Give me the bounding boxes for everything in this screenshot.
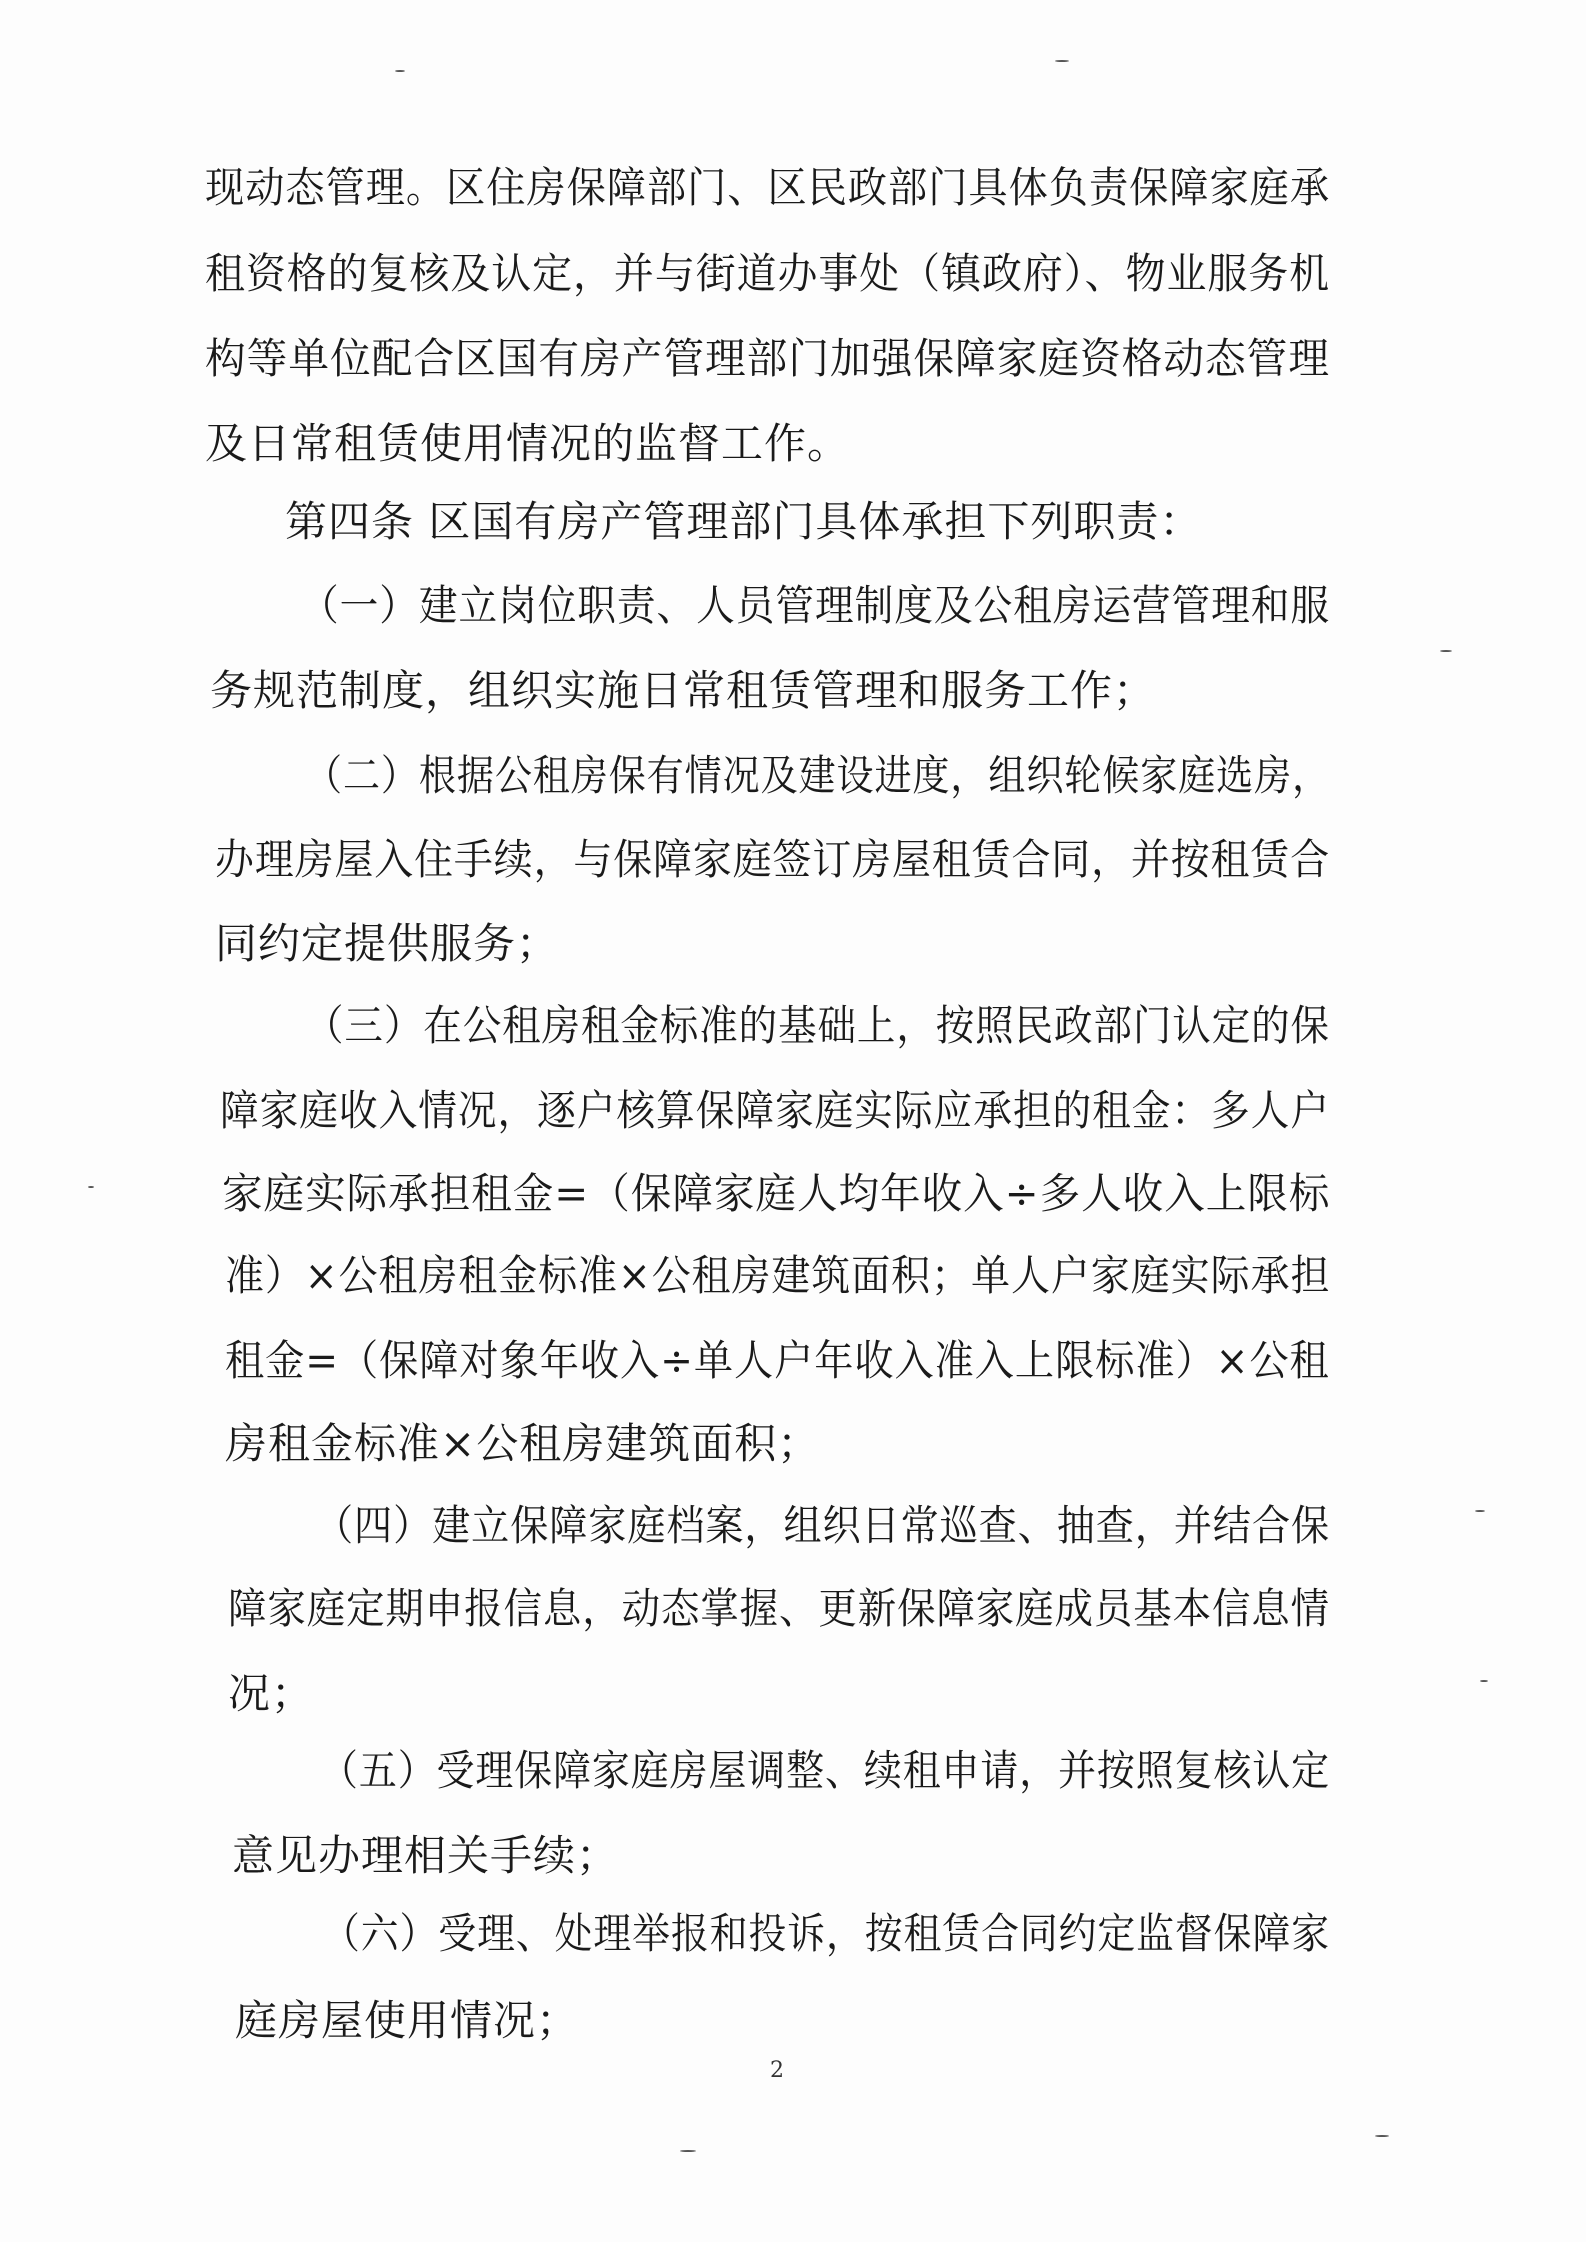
scan-speck <box>1440 650 1452 652</box>
text-line: 准）×公租房租金标准×公租房建筑面积；单人户家庭实际承担 <box>225 1251 1331 1300</box>
text-line: 租金=（保障对象年收入÷单人户年收入准入上限标准）×公租 <box>225 1336 1330 1385</box>
text-line: 及日常租赁使用情况的监督工作。 <box>205 419 851 468</box>
scan-speck <box>1375 2135 1389 2137</box>
text-line: （三）在公租房租金标准的基础上，按照民政部门认定的保 <box>305 1001 1330 1050</box>
text-line: （五）受理保障家庭房屋调整、续租申请，并按照复核认定 <box>320 1746 1331 1795</box>
scan-speck <box>1475 1510 1485 1512</box>
text-line: 办理房屋入住手续，与保障家庭签订房屋租赁合同，并按租赁合 <box>215 835 1331 884</box>
text-line: （四）建立保障家庭档案，组织日常巡查、抽查，并结合保 <box>315 1501 1331 1550</box>
scan-speck <box>395 70 405 72</box>
text-line: （六）受理、处理举报和投诉，按租赁合同约定监督保障家 <box>322 1909 1331 1958</box>
scan-speck <box>1055 60 1069 62</box>
scan-speck <box>680 2150 696 2152</box>
text-line: 障家庭定期申报信息，动态掌握、更新保障家庭成员基本信息情 <box>228 1584 1331 1633</box>
text-line: 构等单位配合区国有房产管理部门加强保障家庭资格动态管理 <box>205 334 1331 383</box>
text-line: 房租金标准×公租房建筑面积； <box>225 1419 821 1468</box>
text-line: 家庭实际承担租金=（保障家庭人均年收入÷多人收入上限标 <box>222 1169 1331 1218</box>
text-line: （二）根据公租房保有情况及建设进度，组织轮候家庭选房， <box>305 751 1331 800</box>
text-line: 障家庭收入情况，逐户核算保障家庭实际应承担的租金：多人户 <box>220 1086 1330 1135</box>
text-line: 现动态管理。区住房保障部门、区民政部门具体负责保障家庭承 <box>205 163 1331 212</box>
text-line: 庭房屋使用情况； <box>235 1996 580 2045</box>
text-line: 务规范制度，组织实施日常租赁管理和服务工作； <box>210 666 1157 715</box>
text-line: 同约定提供服务； <box>215 919 560 968</box>
text-line: 况； <box>228 1669 315 1718</box>
text-line: （一）建立岗位职责、人员管理制度及公租房运营管理和服 <box>300 581 1331 630</box>
text-line: 租资格的复核及认定，并与街道办事处（镇政府）、物业服务机 <box>205 249 1331 298</box>
scan-speck <box>88 1186 94 1188</box>
article-heading: 第四条 区国有房产管理部门具体承担下列职责： <box>285 497 1203 546</box>
page-number: 2 <box>770 2058 784 2083</box>
scan-speck <box>1480 1680 1488 1682</box>
text-line: 意见办理相关手续； <box>232 1831 620 1880</box>
